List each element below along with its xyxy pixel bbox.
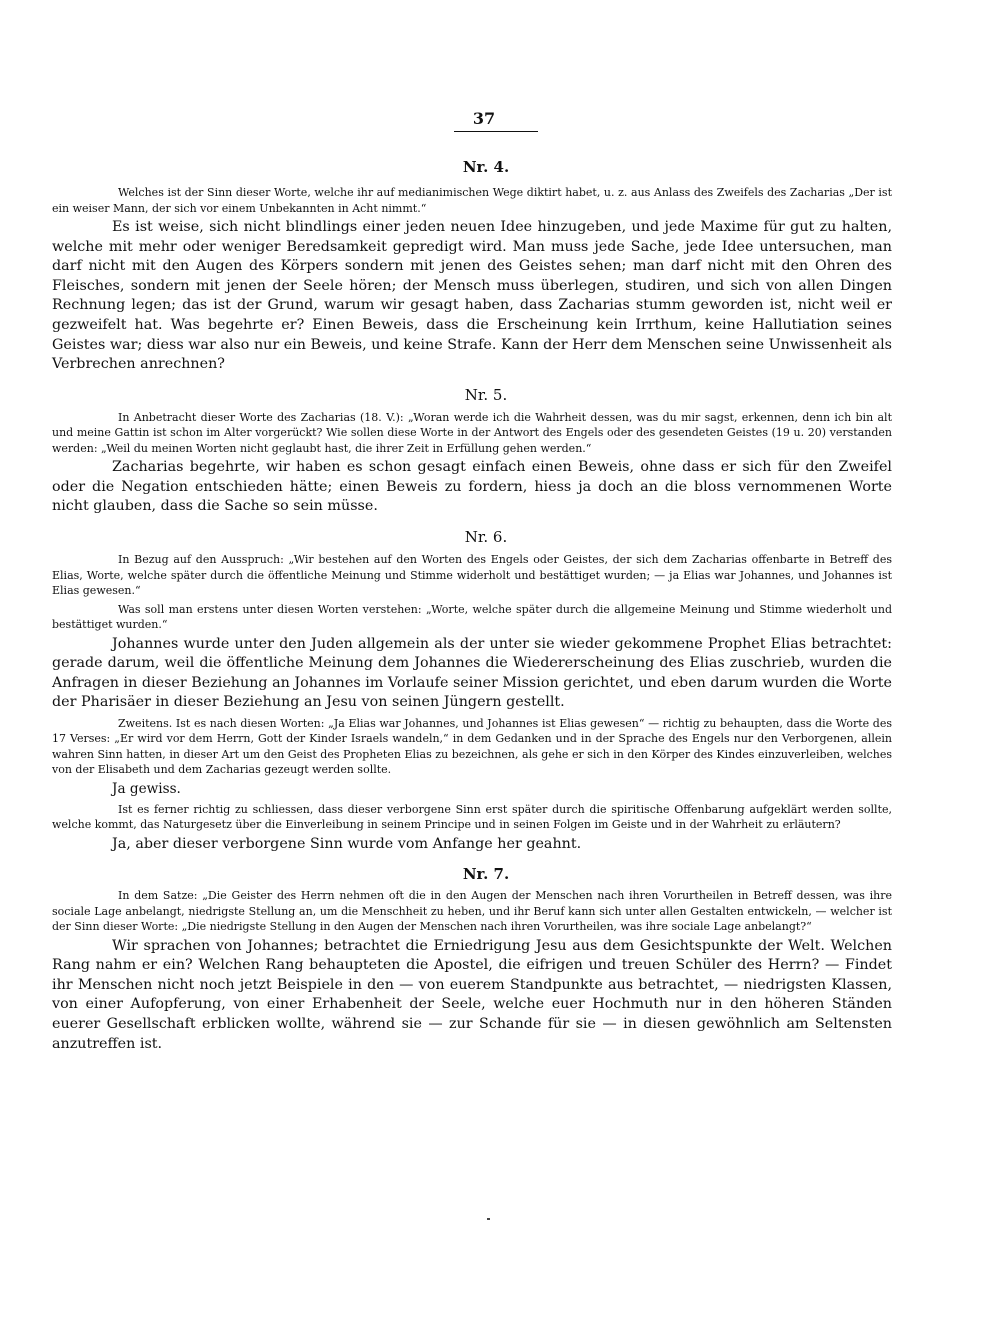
- page-number-rule: [454, 131, 538, 132]
- question-nr6-second: Zweitens. Ist es nach diesen Worten: „Ja Elias war Johannes, und Johannes ist Elias gewesen“ — richtig zu behaupten, dass die Worte des 17 Verses: „Er wird vor dem Herrn, Gott der Kinder Israels wandeln,“ in dem Gedanken und in der Sprache des Engels nur den Verborgenen, allein wahren Sinn hatten, in dieser Art um den Geist des Propheten Elias zu bezeichnen, als gehe er sich in den Körper des Kindes einzuverleiben, welches von der Elisabeth und dem Zacharias gezeugt werden sollte.: [52, 716, 892, 777]
- question-nr6-third: Ist es ferner richtig zu schliessen, dass dieser verborgene Sinn erst später durch die spiritische Offenbarung aufgeklärt werden sollte, welche kommt, das Naturgesetz über die Einverleibung in seinem Principe und in seinen Folgen im Geiste und in der Wahrheit zu erläutern?: [52, 802, 892, 831]
- answer-nr6-third: Ja, aber dieser verborgene Sinn wurde vom Anfange her geahnt.: [112, 835, 582, 852]
- section-heading-nr5: Nr. 5.: [464, 385, 508, 404]
- print-speck: [487, 1218, 490, 1220]
- question-nr4: Welches ist der Sinn dieser Worte, welche ihr auf medianimischen Wege diktirt habet, u. z. aus Anlass des Zweifels des Zacharias „Der ist ein weiser Mann, der sich vor einem Unbekannten in Acht nimmt.“: [52, 186, 892, 215]
- answer-nr6-second: Ja gewiss.: [112, 780, 181, 797]
- section-heading-nr7: Nr. 7.: [462, 865, 510, 884]
- section-heading-nr6: Nr. 6.: [464, 528, 508, 547]
- answer-nr7: Wir sprachen von Johannes; betrachtet die Erniedrigung Jesu aus dem Gesichtspunkte der Welt. Welchen Rang nahm er ein? Welchen Rang behaupteten die Apostel, die eifrigen und treuen Schüler des Herrn? — Findet ihr Menschen nicht noch jetzt Beispiele in den — von euerem Standpunkte aus betrachtet, — niedrigsten Klassen, von einer Aufopferung, von einer Erhabenheit der Seele, welche euer Hochmuth nur in den höheren Ständen euerer Gesellschaft erblicken wollte, während sie — zur Schande für sie — in diesen gewöhnlich am Seltensten anzutreffen ist.: [52, 937, 892, 1052]
- question-nr6: In Bezug auf den Ausspruch: „Wir bestehen auf den Worten des Engels oder Geistes, der sich dem Zacharias offenbarte in Betreff des Elias, Worte, welche später durch die öffentliche Meinung und Stimme widerholt und bestättiget wurden; — ja Elias war Johannes, und Johannes ist Elias gewesen.“: [52, 553, 892, 598]
- answer-nr5: Zacharias begehrte, wir haben es schon gesagt einfach einen Beweis, ohne dass er sich für den Zweifel oder die Negation entschieden hätte; einen Beweis zu fordern, hiess ja doch an die bloss vernommenen Worte nicht glauben, dass die Sache so sein müsse.: [52, 459, 892, 515]
- section-heading-nr4: Nr. 4.: [462, 158, 510, 176]
- question-nr6-first: Was soll man erstens unter diesen Worten verstehen: „Worte, welche später durch die allgemeine Meinung und Stimme wiederholt und bestättiget wurden.“: [52, 602, 892, 632]
- answer-nr6-first: Johannes wurde unter den Juden allgemein als der unter sie wieder gekommene Prophet Elias betrachtet: gerade darum, weil die öffentliche Meinung dem Johannes die Wiedererscheinung des Elias zuschrieb, wurden die Anfragen in dieser Beziehung an Johannes im Vorlaufe seiner Mission gerichtet, und eben darum wurden die Worte der Pharisäer in dieser Beziehung an Jesu von seinen Jüngern gestellt.: [52, 635, 892, 711]
- answer-nr4: Es ist weise, sich nicht blindlings einer jeden neuen Idee hinzugeben, und jede Maxime für gut zu halten, welche mit mehr oder weniger Beredsamkeit gepredigt wird. Man muss jede Sache, jede Idee untersuchen, man darf nicht mit den Augen des Körpers sondern mit jenen des Geistes sehen; man darf nicht mit den Ohren des Fleisches, sondern mit jenen der Seele hören; der Mensch muss überlegen, studiren, und sich von allen Dingen Rechnung legen; das ist der Grund, warum wir gesagt haben, dass Zacharias stumm geworden ist, nicht weil er gezweifelt hat. Was begehrte er? Einen Beweis, dass die Erscheinung kein Irrthum, keine Hallutiation seines Geistes war; diess war also nur ein Beweis, und keine Strafe. Kann der Herr dem Menschen seine Unwissenheit als Verbrechen anrechnen?: [52, 219, 893, 373]
- page-number: 37: [472, 109, 496, 128]
- question-nr7: In dem Satze: „Die Geister des Herrn nehmen oft die in den Augen der Menschen nach ihren Vorurtheilen in Betreff dessen, was ihre sociale Lage anbelangt, niedrigste Stellung an, um die Menschheit zu heben, und ihr Beruf kann sich unter allen Gestalten entwickeln, — welcher ist der Sinn dieser Worte: „Die niedrigste Stellung in den Augen der Menschen nach ihren Vorurtheilen, was ihre sociale Lage anbelangt?“: [52, 889, 892, 934]
- question-nr5: In Anbetracht dieser Worte des Zacharias (18. V.): „Woran werde ich die Wahrheit dessen, was du mir sagst, erkennen, denn ich bin alt und meine Gattin ist schon im Alter vorgerückt? Wie sollen diese Worte in der Antwort des Engels oder des gesendeten Geistes (19 u. 20) verstanden werden: „Weil du meinen Worten nicht geglaubt hast, die ihrer Zeit in Erfüllung gehen werden.“: [52, 410, 892, 455]
